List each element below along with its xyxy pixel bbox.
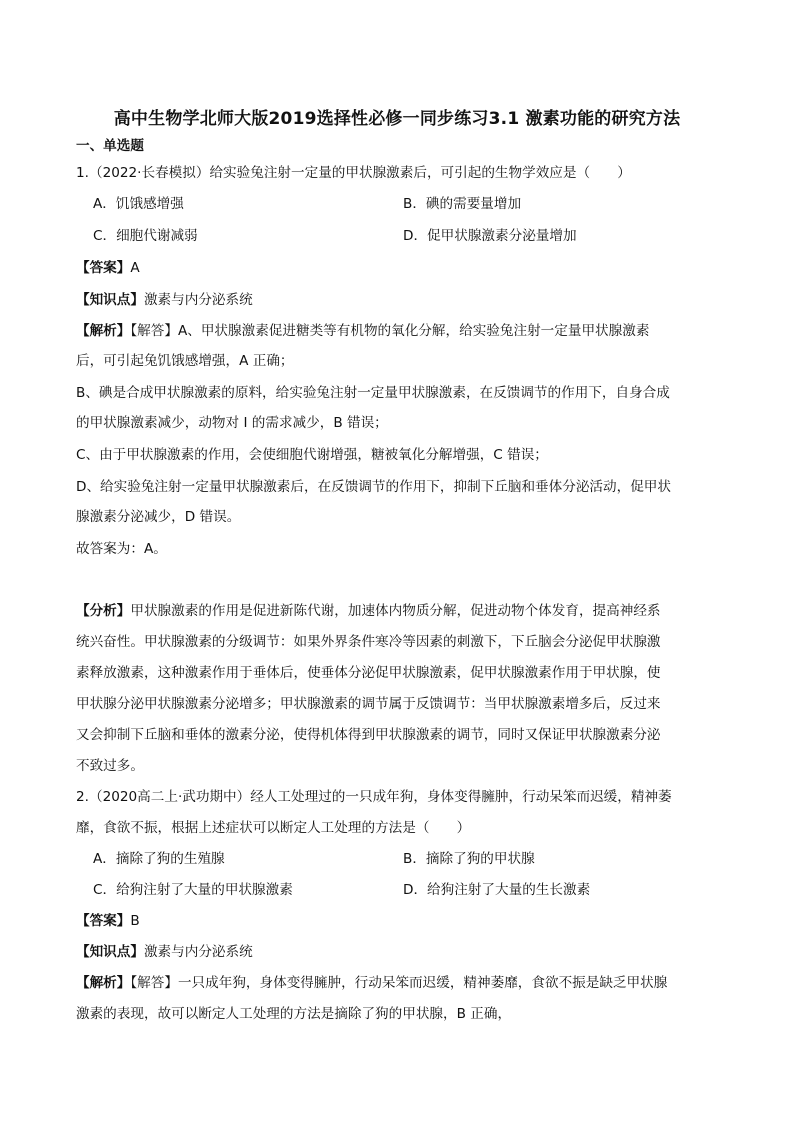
fenxi-tag: 【分析】: [76, 603, 131, 619]
q1-fenxi-line: 不致过多。: [76, 758, 144, 774]
q1-fenxi-line: 甲状腺分泌甲状腺激素分泌增多；甲状腺激素的调节属于反馈调节：当甲状腺激素增多后，反过来: [76, 696, 661, 712]
q1-analysis-line: 故答案为：A。: [76, 541, 167, 557]
fenxi-text: 甲状腺激素的作用是促进新陈代谢，加速体内物质分解，促进动物个体发育，提高神经系: [130, 603, 661, 619]
analysis-tag: 【解析】: [76, 323, 131, 339]
q1-fenxi-line: 又会抑制下丘脑和垂体的激素分泌，使得机体得到甲状腺激素的调节，同时又保证甲状腺激素分泌: [76, 727, 661, 743]
q2-option-b: B．摘除了狗的甲状腺: [403, 851, 535, 867]
answer-tag: 【答案】: [76, 913, 131, 929]
knowledge-point-tag: 【知识点】: [76, 944, 144, 960]
answer-value: A: [130, 260, 140, 276]
q1-analysis-line: [76, 321, 726, 341]
q1-answer: [76, 258, 726, 278]
q1-stem: 1.（2022·长春模拟）给实验兔注射一定量的甲状腺激素后，可引起的生物学效应是（ ）: [76, 165, 631, 181]
q2-knowledge-point: [76, 942, 726, 962]
q1-analysis-line: C、由于甲状腺激素的作用，会使细胞代谢增强，糖被氧化分解增强，C 错误；: [76, 447, 548, 463]
q2-stem-line: 靡，食欲不振，根据上述症状可以断定人工处理的方法是（ ）: [76, 820, 471, 836]
q1-option-b: B．碘的需要量增加: [403, 196, 522, 212]
answer-tag: 【答案】: [76, 260, 131, 276]
analysis-text: 【解答】一只成年狗，身体变得臃肿，行动呆笨而迟缓，精神萎靡，食欲不振是缺乏甲状腺: [130, 975, 668, 991]
q2-option-c: C．给狗注射了大量的甲状腺激素: [93, 882, 293, 898]
q1-option-a: A．饥饿感增强: [93, 196, 184, 212]
q1-fenxi-line: 统兴奋性。甲状腺激素的分级调节：如果外界条件寒冷等因素的刺激下，下丘脑会分泌促甲状腺激: [76, 634, 661, 650]
q1-option-c: C．细胞代谢减弱: [93, 228, 198, 244]
knowledge-point-value: 激素与内分泌系统: [143, 944, 253, 960]
knowledge-point-tag: 【知识点】: [76, 292, 144, 308]
q1-analysis-line: D、给实验兔注射一定量甲状腺激素后，在反馈调节的作用下，抑制下丘脑和垂体分泌活动，促甲状: [76, 479, 671, 495]
q1-fenxi-line: [76, 601, 726, 621]
q2-analysis-line: [76, 973, 726, 993]
q1-knowledge-point: [76, 290, 726, 310]
q2-option-d: D．给狗注射了大量的生长激素: [403, 882, 591, 898]
page-title: 高中生物学北师大版2019选择性必修一同步练习3.1 激素功能的研究方法: [113, 109, 681, 129]
q1-analysis-line: 腺激素分泌减少，D 错误。: [76, 509, 241, 525]
q2-answer: [76, 911, 726, 931]
q1-option-d: D．促甲状腺激素分泌量增加: [403, 228, 577, 244]
q2-stem-line: 2.（2020高二上·武功期中）经人工处理过的一只成年狗，身体变得臃肿，行动呆笨而迟缓，精神萎: [76, 789, 672, 805]
section-heading: 一、单选题: [76, 138, 144, 154]
q1-analysis-line: 后，可引起兔饥饿感增强，A 正确；: [76, 353, 294, 369]
q2-analysis-line: 激素的表现，故可以断定人工处理的方法是摘除了狗的甲状腺，B 正确，: [76, 1006, 512, 1022]
q1-analysis-line: 的甲状腺激素减少，动物对 I 的需求减少，B 错误；: [76, 415, 388, 431]
answer-value: B: [130, 913, 140, 929]
q2-option-a: A．摘除了狗的生殖腺: [93, 851, 225, 867]
q1-fenxi-line: 素释放激素，这种激素作用于垂体后，使垂体分泌促甲状腺激素，促甲状腺激素作用于甲状腺，使: [76, 665, 661, 681]
analysis-tag: 【解析】: [76, 975, 131, 991]
q1-analysis-line: B、碘是合成甲状腺激素的原料，给实验兔注射一定量甲状腺激素，在反馈调节的作用下，自身合成: [76, 385, 670, 401]
knowledge-point-value: 激素与内分泌系统: [143, 292, 253, 308]
analysis-text: 【解答】A、甲状腺激素促进糖类等有机物的氧化分解，给实验兔注射一定量甲状腺激素: [130, 323, 650, 339]
